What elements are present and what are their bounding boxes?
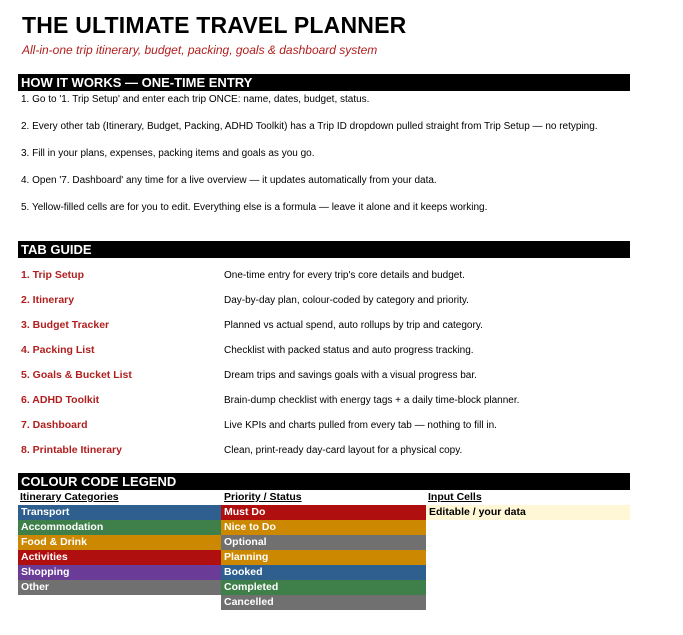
legend-cell-transport: Transport <box>18 505 221 520</box>
step-4: 4. Open '7. Dashboard' any time for a live overview — it updates automatically from your data. <box>21 175 437 186</box>
tab-guide-item-goals: 5. Goals & Bucket List <box>21 369 132 381</box>
how-it-works-heading: HOW IT WORKS — ONE-TIME ENTRY <box>18 74 630 91</box>
page-subtitle: All-in-one trip itinerary, budget, packing, goals & dashboard system <box>22 43 378 57</box>
tab-guide-desc: Checklist with packed status and auto progress tracking. <box>224 345 474 356</box>
tab-guide-heading: TAB GUIDE <box>18 241 630 258</box>
legend-cell-booked: Booked <box>221 565 426 580</box>
step-5: 5. Yellow-filled cells are for you to edit. Everything else is a formula — leave it alone and it keeps working. <box>21 202 488 213</box>
tab-guide-item-dashboard: 7. Dashboard <box>21 419 88 431</box>
legend-cell-accommodation: Accommodation <box>18 520 221 535</box>
legend-cell-food-drink: Food & Drink <box>18 535 221 550</box>
tab-guide-desc: One-time entry for every trip's core details and budget. <box>224 270 465 281</box>
page-title: THE ULTIMATE TRAVEL PLANNER <box>22 12 407 38</box>
tab-guide-item-packing-list: 4. Packing List <box>21 344 95 356</box>
legend-cell-cancelled: Cancelled <box>221 595 426 610</box>
tab-guide-item-budget-tracker: 3. Budget Tracker <box>21 319 110 331</box>
legend-itinerary-header: Itinerary Categories <box>20 491 119 503</box>
tab-guide-desc: Clean, print-ready day-card layout for a physical copy. <box>224 445 463 456</box>
tab-guide-item-trip-setup: 1. Trip Setup <box>21 269 85 281</box>
legend-cell-must-do: Must Do <box>221 505 426 520</box>
legend-cell-shopping: Shopping <box>18 565 221 580</box>
tab-guide-desc: Planned vs actual spend, auto rollups by trip and category. <box>224 320 483 331</box>
legend-cell-other: Other <box>18 580 221 595</box>
legend-cell-editable: Editable / your data <box>426 505 630 520</box>
tab-guide-item-itinerary: 2. Itinerary <box>21 294 75 306</box>
tab-guide-item-adhd-toolkit: 6. ADHD Toolkit <box>21 394 100 406</box>
legend-cell-optional: Optional <box>221 535 426 550</box>
legend-cell-activities: Activities <box>18 550 221 565</box>
step-3: 3. Fill in your plans, expenses, packing items and goals as you go. <box>21 148 315 159</box>
step-1: 1. Go to '1. Trip Setup' and enter each trip ONCE: name, dates, budget, status. <box>21 94 370 105</box>
legend-heading: COLOUR CODE LEGEND <box>18 473 630 490</box>
legend-input-header: Input Cells <box>428 491 482 503</box>
legend-priority-header: Priority / Status <box>224 491 302 503</box>
tab-guide-desc: Day-by-day plan, colour-coded by category and priority. <box>224 295 469 306</box>
tab-guide-desc: Dream trips and savings goals with a visual progress bar. <box>224 370 477 381</box>
step-2: 2. Every other tab (Itinerary, Budget, Packing, ADHD Toolkit) has a Trip ID dropdown pulled straight from Trip Setup — no retyping. <box>21 121 598 132</box>
legend-cell-planning: Planning <box>221 550 426 565</box>
legend-cell-completed: Completed <box>221 580 426 595</box>
tab-guide-item-printable-itinerary: 8. Printable Itinerary <box>21 444 122 456</box>
tab-guide-desc: Live KPIs and charts pulled from every tab — nothing to fill in. <box>224 420 497 431</box>
tab-guide-desc: Brain-dump checklist with energy tags + a daily time-block planner. <box>224 395 520 406</box>
legend-cell-nice-to-do: Nice to Do <box>221 520 426 535</box>
